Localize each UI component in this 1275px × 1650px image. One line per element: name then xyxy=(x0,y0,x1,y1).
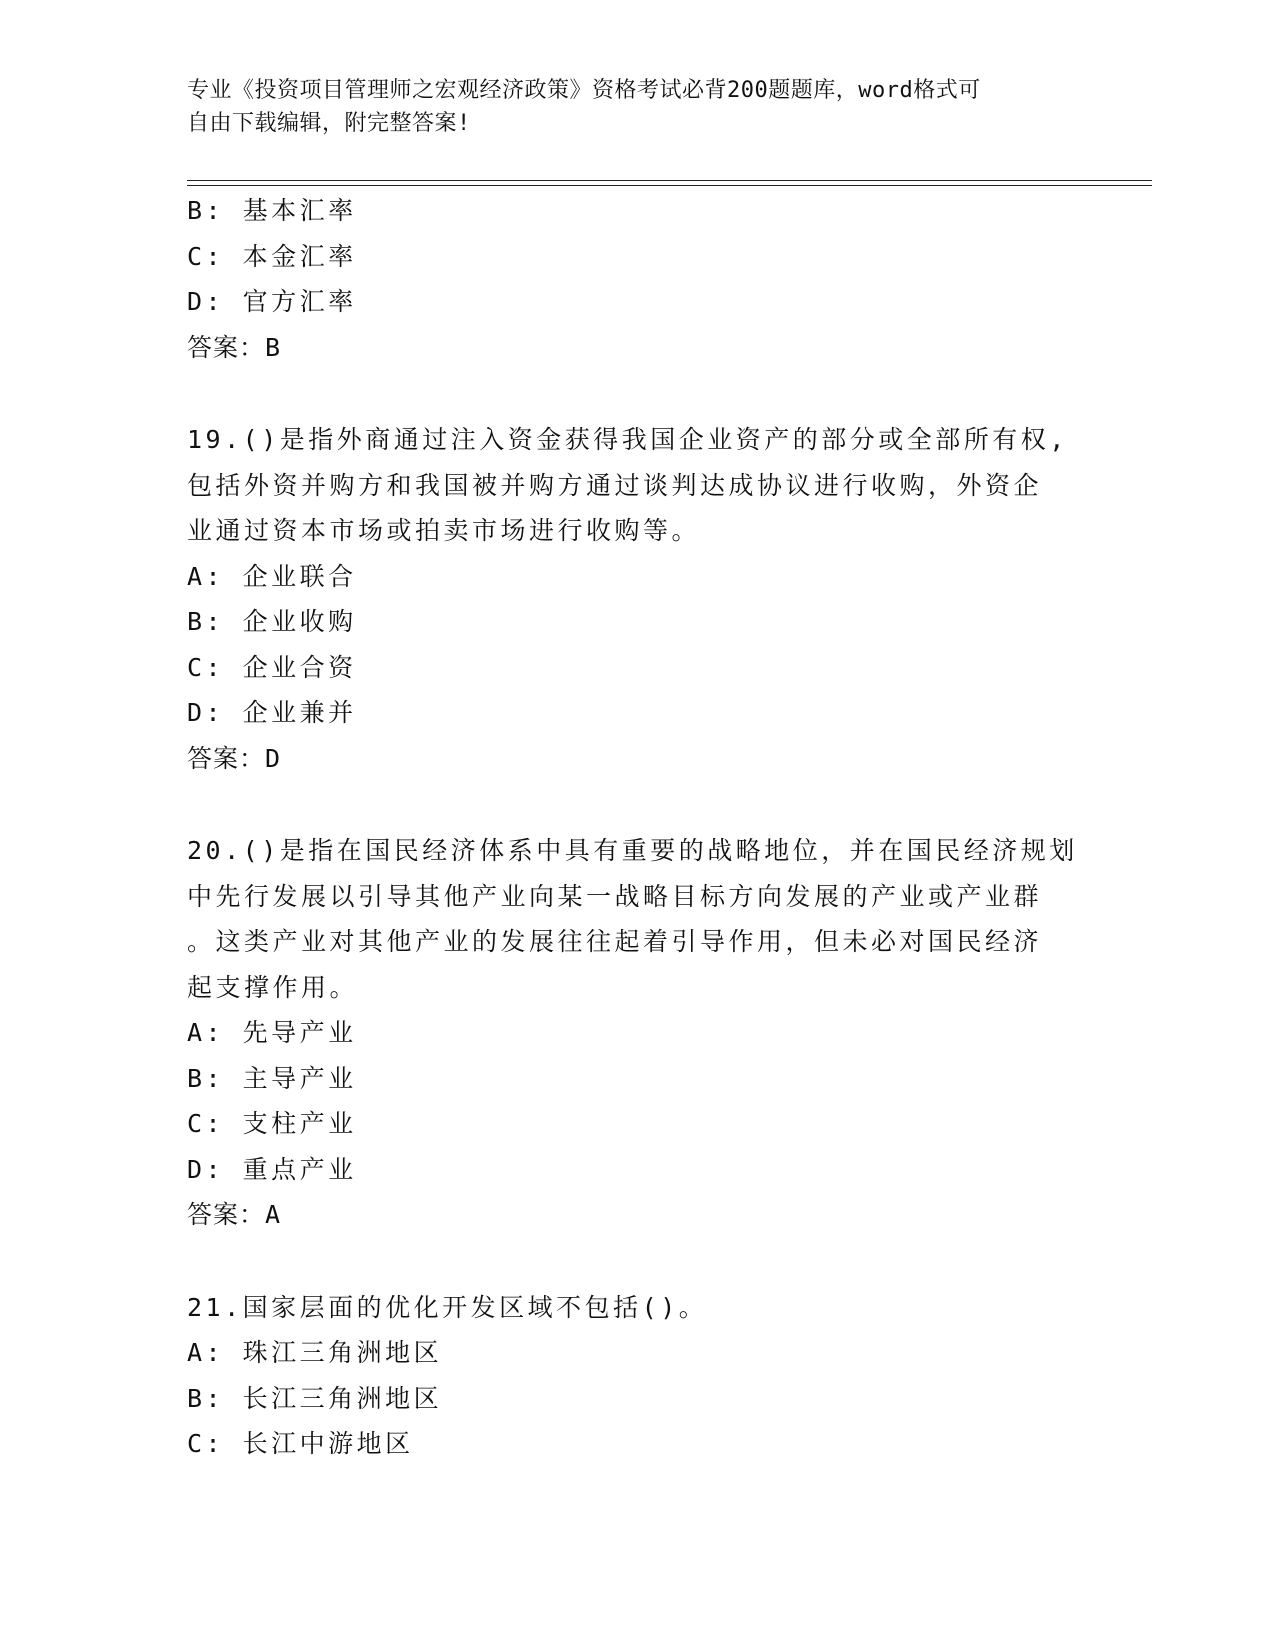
question-stem-line: 中先行发展以引导其他产业向某一战略目标方向发展的产业或产业群 xyxy=(187,881,1043,911)
option-d: D: 重点产业 xyxy=(187,1154,357,1184)
option-a: A: 先导产业 xyxy=(187,1018,357,1047)
header-line-1: 专业《投资项目管理师之宏观经济政策》资格考试必背200题题库，word格式可 xyxy=(187,78,981,103)
question-stem-line: 起支撑作用。 xyxy=(187,972,359,1002)
question-18-tail xyxy=(187,188,1087,370)
header-rule-top xyxy=(187,180,1152,181)
question-spacer xyxy=(187,370,1087,417)
option-a: A: 珠江三角洲地区 xyxy=(187,1338,443,1367)
question-stem-line: 业通过资本市场或拍卖市场进行收购等。 xyxy=(187,516,701,545)
document-header xyxy=(187,74,1067,140)
header-rule-bottom xyxy=(187,185,1152,186)
option-c: C: 企业合资 xyxy=(187,652,357,682)
question-list xyxy=(187,188,1087,1467)
option-b: B: 企业收购 xyxy=(187,607,357,636)
question-stem-line: 19.()是指外商通过注入资金获得我国企业资产的部分或全部所有权, xyxy=(187,425,1068,454)
answer: 答案：B xyxy=(187,332,282,362)
question-20 xyxy=(187,828,1087,1238)
header-line-2: 自由下载编辑，附完整答案! xyxy=(187,111,471,136)
option-c: C: 本金汇率 xyxy=(187,241,357,271)
question-stem-line: 20.()是指在国民经济体系中具有重要的战略地位，并在国民经济规划 xyxy=(187,836,1078,865)
option-b: B: 主导产业 xyxy=(187,1063,357,1093)
option-b: B: 基本汇率 xyxy=(187,196,357,225)
question-stem-line: 包括外资并购方和我国被并购方通过谈判达成协议进行收购，外资企 xyxy=(187,470,1043,500)
option-c: C: 长江中游地区 xyxy=(187,1429,414,1458)
answer: 答案：A xyxy=(187,1200,282,1229)
question-19 xyxy=(187,417,1087,781)
option-c: C: 支柱产业 xyxy=(187,1109,357,1138)
question-21 xyxy=(187,1285,1087,1467)
option-a: A: 企业联合 xyxy=(187,561,357,591)
option-d: D: 官方汇率 xyxy=(187,287,357,316)
question-spacer xyxy=(187,781,1087,828)
answer: 答案：D xyxy=(187,743,282,773)
question-stem-line: 。这类产业对其他产业的发展往往起着引导作用，但未必对国民经济 xyxy=(187,927,1043,956)
question-spacer xyxy=(187,1238,1087,1285)
option-b: B: 长江三角洲地区 xyxy=(187,1383,443,1413)
question-stem-line: 21.国家层面的优化开发区域不包括()。 xyxy=(187,1292,708,1322)
option-d: D: 企业兼并 xyxy=(187,698,357,727)
